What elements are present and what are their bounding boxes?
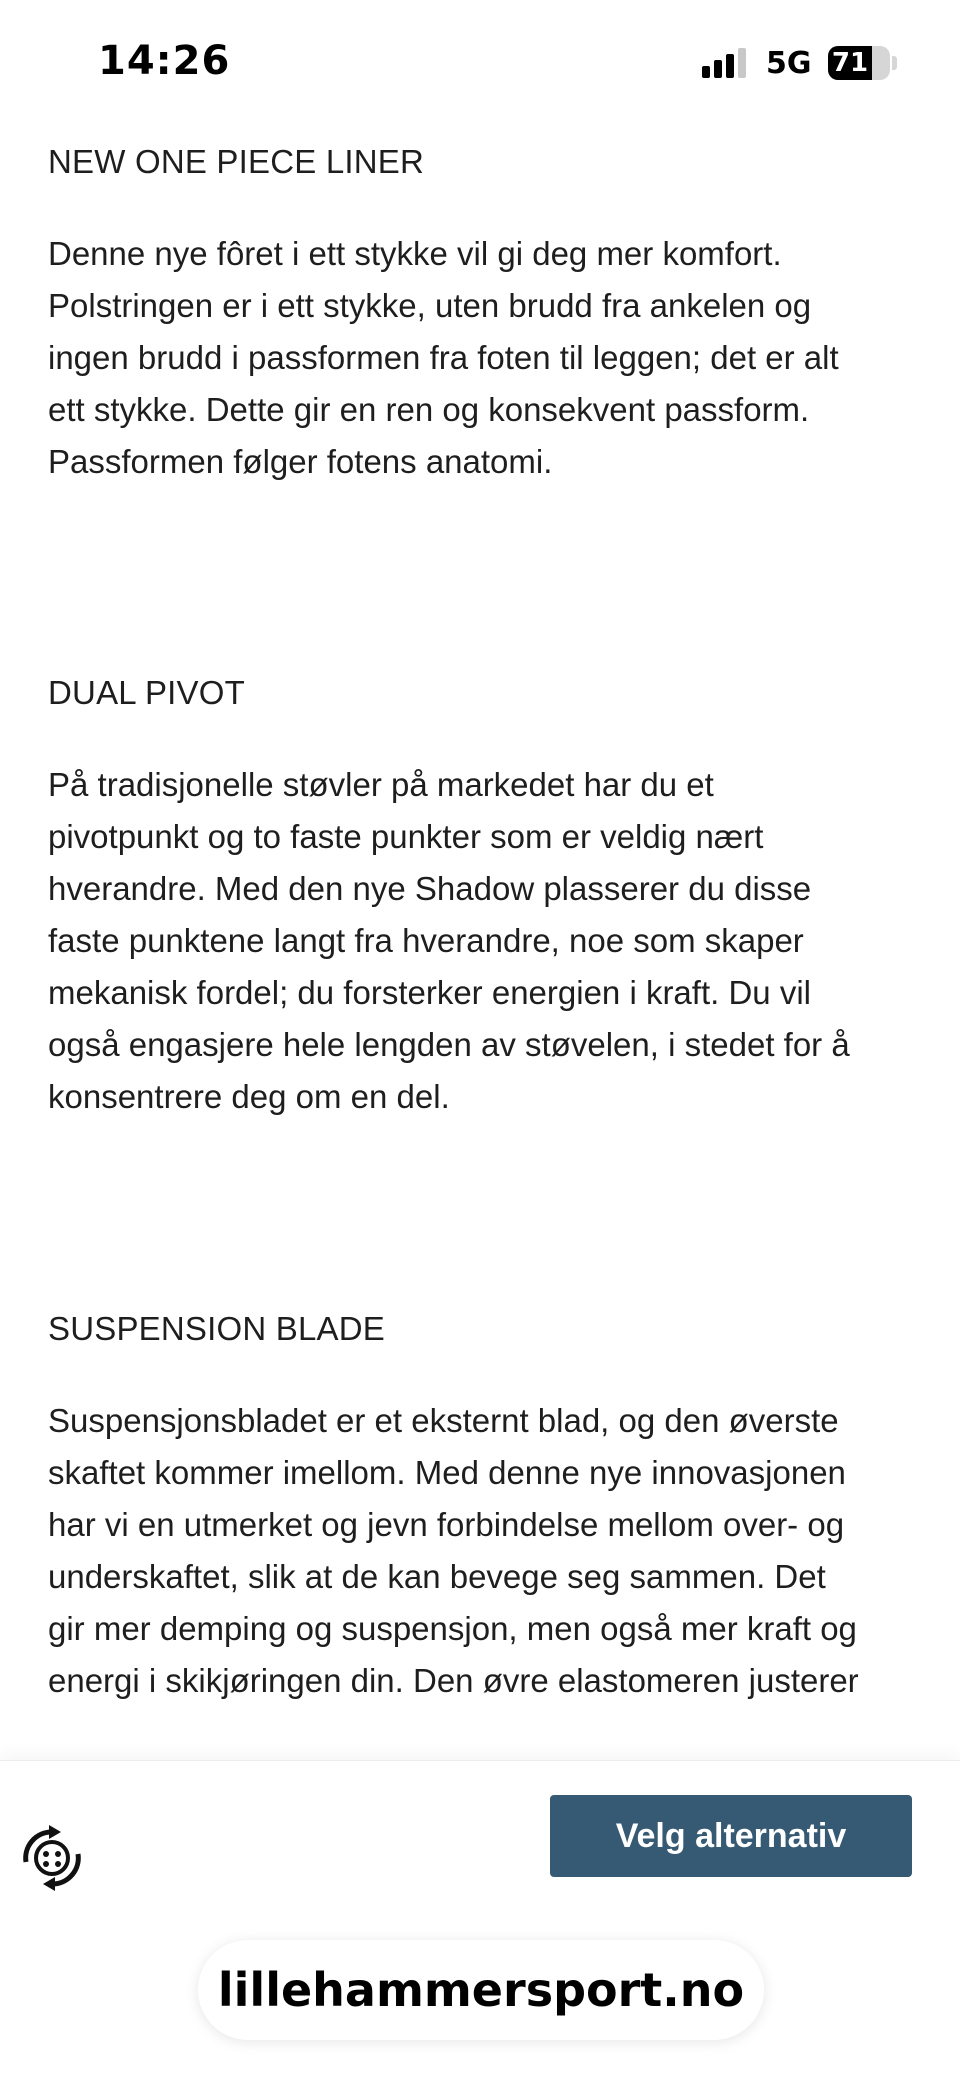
section-body: Suspensjonsbladet er et eksternt blad, og den øverste skaftet kommer imellom. Med denne nye innovasjonen har vi en utmerket og jevn forbindelse mellom over- og underskaftet, slik at de kan bevege seg sammen. Det gir mer demping og suspensjon, men også mer kraft og energi i skikjøringen din. Den øvre elastomeren justerer [48, 1402, 859, 1699]
section-heading: SUSPENSION BLADE [48, 1310, 385, 1347]
section-dual-pivot [48, 671, 868, 1123]
section-body: På tradisjonelle støvler på markedet har du et pivotpunkt og to faste punkter som er veldig nært hverandre. Med den nye Shadow plasserer du disse faste punktene langt fra hverandre, noe som skaper mekanisk fordel; du forsterker energien i kraft. Du vil også engasjere hele lengden av støvelen, i stedet for å konsentrere deg om en del. [48, 766, 850, 1115]
battery-nub [892, 56, 897, 70]
section-body: Denne nye fôret i ett stykke vil gi deg mer komfort. Polstringen er i ett stykke, uten brudd fra ankelen og ingen brudd i passformen fra foten til leggen; det er alt ett stykke. Dette gir en ren og konsekvent passform. Passformen følger fotens anatomi. [48, 235, 839, 480]
section-suspension-blade [48, 1307, 868, 1707]
network-type: 5G [766, 46, 812, 81]
browser-address-bar[interactable] [198, 1940, 764, 2040]
cellular-signal-icon [702, 48, 750, 78]
battery-icon [828, 46, 890, 80]
battery-percentage: 71 [831, 48, 869, 78]
section-one-piece-liner [48, 140, 868, 488]
status-bar [0, 0, 960, 130]
status-time: 14:26 [98, 38, 231, 84]
section-heading: DUAL PIVOT [48, 674, 245, 711]
select-option-button[interactable]: Velg alternativ [550, 1795, 912, 1877]
url-text: lillehammersport.no [217, 1963, 745, 2017]
section-heading: NEW ONE PIECE LINER [48, 143, 425, 180]
support-chat-icon[interactable] [16, 1822, 88, 1894]
